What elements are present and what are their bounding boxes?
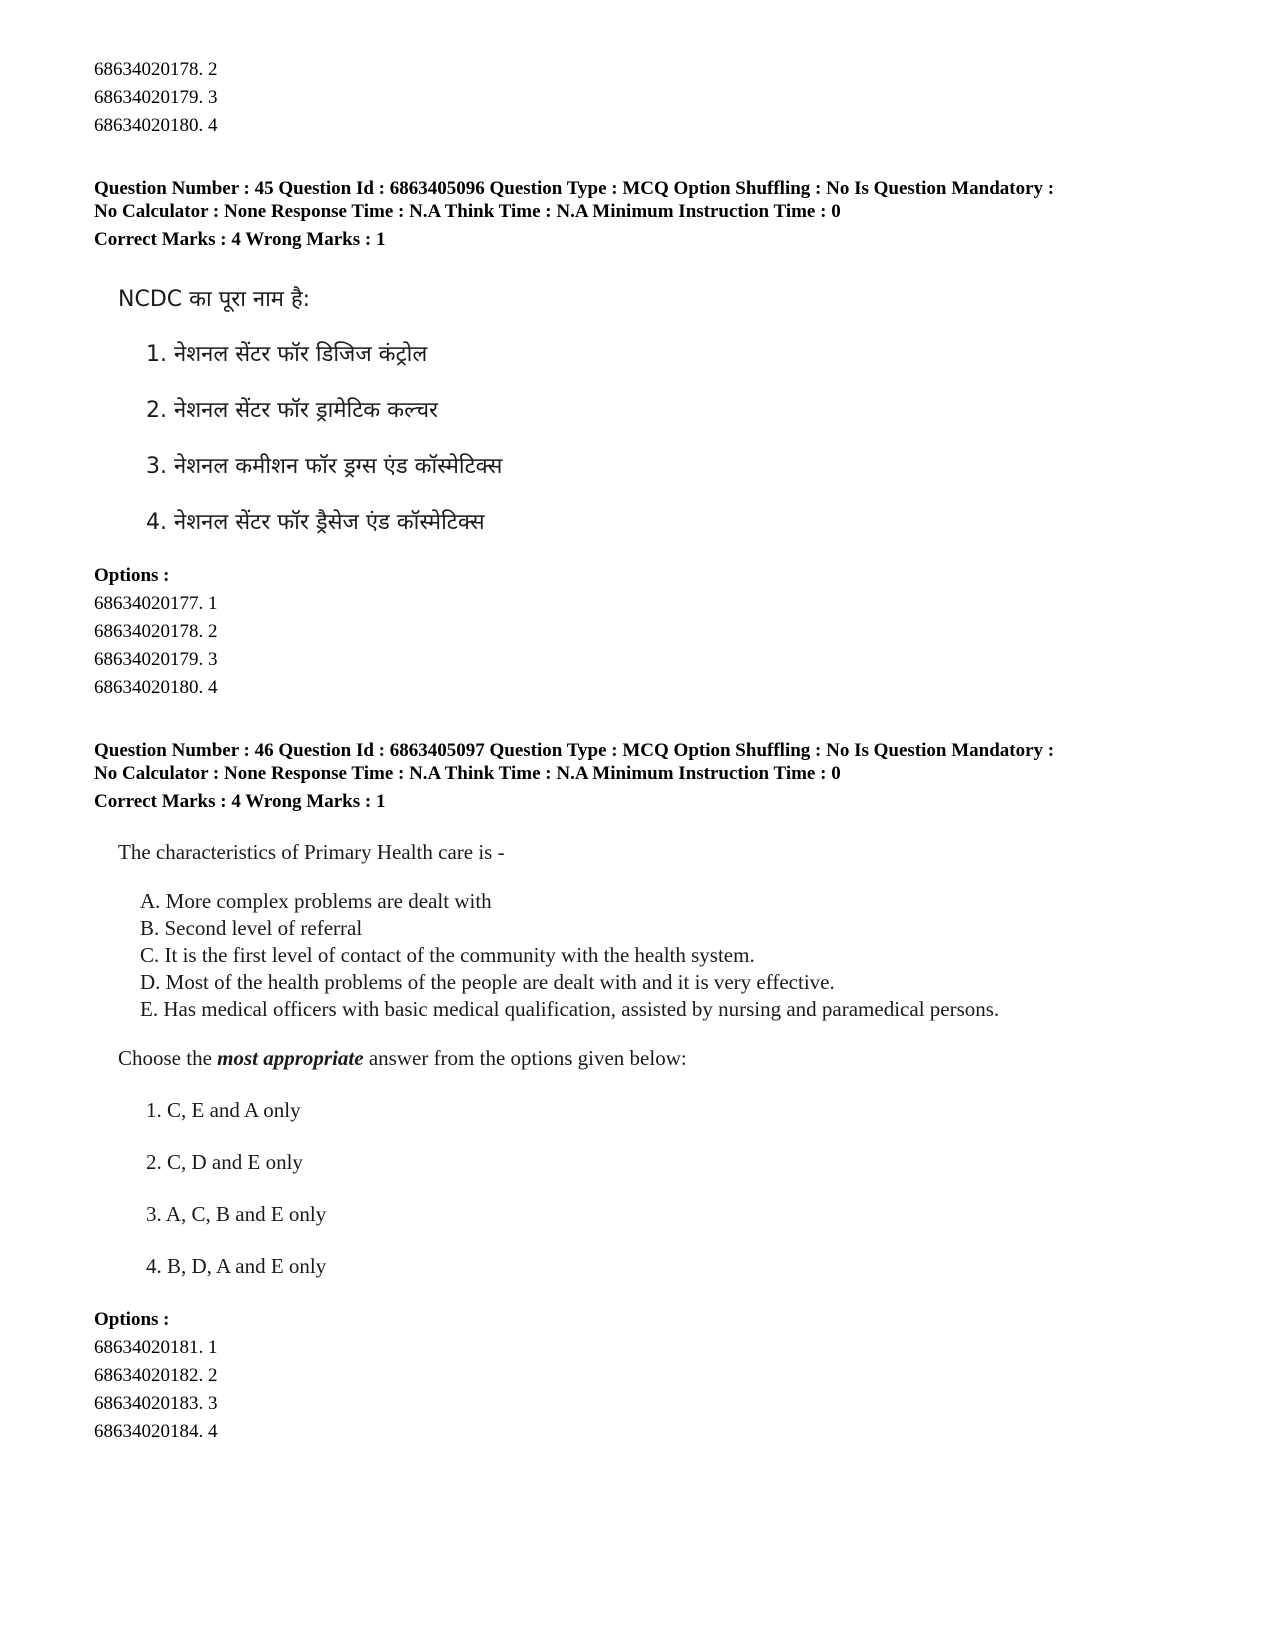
- q46-marks: Correct Marks : 4 Wrong Marks : 1: [94, 791, 386, 812]
- q46-header-line2: No Calculator : None Response Time : N.A Think Time : N.A Minimum Instruction Time : 0: [94, 763, 841, 784]
- option-line: 68634020184. 4: [94, 1421, 218, 1442]
- q45-options-label: Options :: [94, 565, 170, 586]
- option-line: 68634020177. 1: [94, 593, 218, 614]
- q45-marks: Correct Marks : 4 Wrong Marks : 1: [94, 229, 386, 250]
- q46-question-text: The characteristics of Primary Health care is -: [118, 840, 505, 864]
- q46-instruction: [118, 1046, 687, 1071]
- option-line: 68634020180. 4: [94, 677, 218, 698]
- instruction-post: answer from the options given below:: [363, 1046, 687, 1070]
- q45-header-line2: No Calculator : None Response Time : N.A Think Time : N.A Minimum Instruction Time : 0: [94, 201, 841, 222]
- q46-choice: 4. B, D, A and E only: [146, 1254, 327, 1278]
- q46-options-label: Options :: [94, 1309, 170, 1330]
- option-line: 68634020180. 4: [94, 115, 218, 136]
- option-line: 68634020179. 3: [94, 649, 218, 670]
- q45-question-text: NCDC का पूरा नाम है:: [118, 287, 311, 312]
- q45-choice: 2. नेशनल सेंटर फॉर ड्रामेटिक कल्चर: [146, 398, 439, 423]
- option-line: 68634020182. 2: [94, 1365, 218, 1386]
- option-line: 68634020183. 3: [94, 1393, 218, 1414]
- q46-statement: D. Most of the health problems of the people are dealt with and it is very effective.: [140, 970, 835, 994]
- q45-choice: 4. नेशनल सेंटर फॉर ड्रैसेज एंड कॉस्मेटिक्स: [146, 510, 485, 535]
- q46-choice: 1. C, E and A only: [146, 1098, 301, 1122]
- q46-statement: E. Has medical officers with basic medical qualification, assisted by nursing and paramedical persons.: [140, 997, 1000, 1021]
- option-line: 68634020178. 2: [94, 621, 218, 642]
- q46-statement: C. It is the first level of contact of the community with the health system.: [140, 943, 755, 967]
- q46-choice: 3. A, C, B and E only: [146, 1202, 327, 1226]
- q46-header-line1: Question Number : 46 Question Id : 6863405097 Question Type : MCQ Option Shuffling : No Is Question Mandatory :: [94, 740, 1055, 761]
- option-line: 68634020181. 1: [94, 1337, 218, 1358]
- instruction-emphasis: most appropriate: [217, 1046, 364, 1070]
- q46-statement: B. Second level of referral: [140, 916, 363, 940]
- q45-choice: 3. नेशनल कमीशन फॉर ड्रग्स एंड कॉस्मेटिक्स: [146, 454, 503, 479]
- q45-choice: 1. नेशनल सेंटर फॉर डिजिज कंट्रोल: [146, 342, 428, 367]
- q46-statement: A. More complex problems are dealt with: [140, 889, 492, 913]
- option-line: 68634020179. 3: [94, 87, 218, 108]
- option-line: 68634020178. 2: [94, 59, 218, 80]
- q45-header-line1: Question Number : 45 Question Id : 6863405096 Question Type : MCQ Option Shuffling : No Is Question Mandatory :: [94, 178, 1055, 199]
- instruction-pre: Choose the: [118, 1046, 218, 1070]
- q46-choice: 2. C, D and E only: [146, 1150, 303, 1174]
